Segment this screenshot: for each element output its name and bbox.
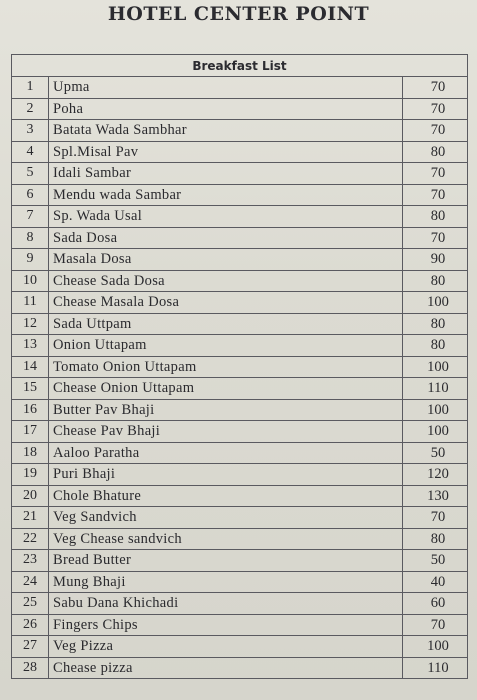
item-price: 70 — [403, 184, 468, 206]
item-number: 7 — [12, 206, 49, 228]
item-number: 21 — [12, 507, 49, 529]
item-number: 6 — [12, 184, 49, 206]
item-price: 120 — [403, 464, 468, 486]
item-number: 8 — [12, 227, 49, 249]
item-number: 10 — [12, 270, 49, 292]
table-row — [12, 571, 468, 593]
table-row — [12, 657, 468, 679]
item-price: 50 — [403, 550, 468, 572]
table-row — [12, 614, 468, 636]
item-number: 26 — [12, 614, 49, 636]
item-price: 80 — [403, 313, 468, 335]
item-name: Fingers Chips — [49, 614, 403, 636]
table-row — [12, 313, 468, 335]
table-row — [12, 485, 468, 507]
item-price: 80 — [403, 270, 468, 292]
item-number: 28 — [12, 657, 49, 679]
item-price: 80 — [403, 528, 468, 550]
item-name: Chole Bhature — [49, 485, 403, 507]
item-name: Chease pizza — [49, 657, 403, 679]
table-row — [12, 292, 468, 314]
table-row — [12, 163, 468, 185]
item-price: 100 — [403, 292, 468, 314]
item-price: 90 — [403, 249, 468, 271]
table-row — [12, 550, 468, 572]
item-name: Batata Wada Sambhar — [49, 120, 403, 142]
item-price: 70 — [403, 614, 468, 636]
table-row — [12, 141, 468, 163]
item-number: 20 — [12, 485, 49, 507]
item-price: 100 — [403, 421, 468, 443]
menu-body — [12, 77, 468, 679]
item-price: 70 — [403, 507, 468, 529]
item-name: Chease Pav Bhaji — [49, 421, 403, 443]
item-number: 12 — [12, 313, 49, 335]
item-number: 17 — [12, 421, 49, 443]
table-row — [12, 120, 468, 142]
item-price: 100 — [403, 399, 468, 421]
table-row — [12, 378, 468, 400]
item-name: Tomato Onion Uttapam — [49, 356, 403, 378]
item-price: 100 — [403, 636, 468, 658]
item-name: Chease Sada Dosa — [49, 270, 403, 292]
table-row — [12, 184, 468, 206]
table-row — [12, 227, 468, 249]
breakfast-list-heading: Breakfast List — [12, 55, 468, 77]
item-name: Upma — [49, 77, 403, 99]
item-price: 60 — [403, 593, 468, 615]
table-row — [12, 399, 468, 421]
item-name: Sada Dosa — [49, 227, 403, 249]
item-name: Poha — [49, 98, 403, 120]
table-row — [12, 206, 468, 228]
table-row — [12, 270, 468, 292]
item-price: 110 — [403, 378, 468, 400]
item-number: 22 — [12, 528, 49, 550]
table-row — [12, 593, 468, 615]
item-number: 4 — [12, 141, 49, 163]
item-name: Aaloo Paratha — [49, 442, 403, 464]
item-number: 18 — [12, 442, 49, 464]
item-name: Spl.Misal Pav — [49, 141, 403, 163]
item-price: 80 — [403, 335, 468, 357]
table-row — [12, 636, 468, 658]
item-number: 15 — [12, 378, 49, 400]
item-price: 70 — [403, 120, 468, 142]
item-name: Veg Pizza — [49, 636, 403, 658]
item-price: 70 — [403, 163, 468, 185]
table-row — [12, 442, 468, 464]
item-name: Puri Bhaji — [49, 464, 403, 486]
menu-heading-row — [12, 55, 468, 77]
item-price: 50 — [403, 442, 468, 464]
item-number: 27 — [12, 636, 49, 658]
item-price: 130 — [403, 485, 468, 507]
item-number: 13 — [12, 335, 49, 357]
table-row — [12, 77, 468, 99]
item-name: Sp. Wada Usal — [49, 206, 403, 228]
table-row — [12, 507, 468, 529]
item-name: Sabu Dana Khichadi — [49, 593, 403, 615]
item-price: 40 — [403, 571, 468, 593]
item-number: 25 — [12, 593, 49, 615]
table-row — [12, 249, 468, 271]
table-row — [12, 98, 468, 120]
item-name: Chease Masala Dosa — [49, 292, 403, 314]
table-row — [12, 356, 468, 378]
item-price: 100 — [403, 356, 468, 378]
table-row — [12, 528, 468, 550]
item-name: Masala Dosa — [49, 249, 403, 271]
item-price: 70 — [403, 227, 468, 249]
item-name: Mung Bhaji — [49, 571, 403, 593]
item-number: 16 — [12, 399, 49, 421]
item-number: 1 — [12, 77, 49, 99]
item-name: Veg Sandvich — [49, 507, 403, 529]
item-name: Veg Chease sandvich — [49, 528, 403, 550]
item-number: 19 — [12, 464, 49, 486]
item-price: 110 — [403, 657, 468, 679]
item-number: 24 — [12, 571, 49, 593]
item-price: 80 — [403, 206, 468, 228]
breakfast-menu-table — [11, 54, 468, 679]
table-row — [12, 464, 468, 486]
item-name: Bread Butter — [49, 550, 403, 572]
table-row — [12, 421, 468, 443]
item-number: 23 — [12, 550, 49, 572]
item-number: 2 — [12, 98, 49, 120]
item-number: 11 — [12, 292, 49, 314]
item-name: Butter Pav Bhaji — [49, 399, 403, 421]
item-price: 70 — [403, 77, 468, 99]
hotel-title: HOTEL CENTER POINT — [107, 3, 370, 25]
item-name: Chease Onion Uttapam — [49, 378, 403, 400]
item-name: Mendu wada Sambar — [49, 184, 403, 206]
item-price: 80 — [403, 141, 468, 163]
item-name: Idali Sambar — [49, 163, 403, 185]
item-number: 3 — [12, 120, 49, 142]
item-price: 70 — [403, 98, 468, 120]
item-number: 5 — [12, 163, 49, 185]
item-name: Sada Uttpam — [49, 313, 403, 335]
item-number: 14 — [12, 356, 49, 378]
item-number: 9 — [12, 249, 49, 271]
item-name: Onion Uttapam — [49, 335, 403, 357]
table-row — [12, 335, 468, 357]
